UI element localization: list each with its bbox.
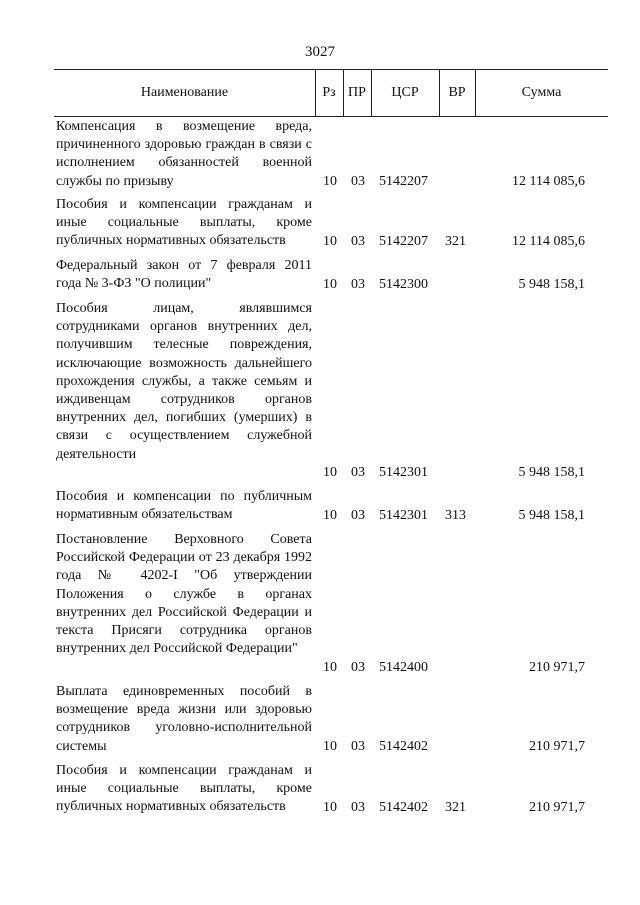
row-sum: 5 948 158,1 — [518, 464, 585, 480]
row-name: Пособия и компенсации гражданам и иные социальные выплаты, кроме публичных нормативных обязательств — [56, 197, 312, 249]
table-row — [54, 683, 608, 756]
row-vr: 321 — [445, 799, 466, 815]
table-row — [54, 300, 608, 482]
table-row — [54, 531, 608, 677]
row-rz: 10 — [323, 659, 337, 675]
row-sum: 210 971,7 — [529, 659, 585, 675]
page-number: 3027 — [305, 44, 335, 60]
header-vr: ВР — [448, 85, 466, 100]
row-name: Федеральный закон от 7 февраля 2011 года № 3-ФЗ "О полиции" — [56, 258, 312, 292]
row-rz: 10 — [323, 738, 337, 754]
row-pr: 03 — [351, 276, 365, 292]
row-csr: 5142402 — [379, 738, 428, 754]
row-pr: 03 — [351, 738, 365, 754]
table-row — [54, 118, 608, 191]
row-name: Компенсация в возмещение вреда, причиненного здоровью граждан в связи с исполнением обязанностей военной службы по призыву — [56, 119, 312, 189]
row-vr: 321 — [445, 233, 466, 249]
row-name: Пособия и компенсации по публичным нормативным обязательствам — [56, 489, 312, 523]
row-sum: 5 948 158,1 — [518, 276, 585, 292]
row-pr: 03 — [351, 799, 365, 815]
header-sum: Сумма — [521, 85, 562, 100]
header-rz: Рз — [322, 85, 336, 100]
row-rz: 10 — [323, 464, 337, 480]
row-pr: 03 — [351, 507, 365, 523]
row-name: Постановление Верховного Совета Российской Федерации от 23 декабря 1992 года № 4202-I "Об утверждении Положения о службе в органах внутренних дел Российской Федерации и текста Присяги сотрудника органов внутренних дел Российской Федерации" — [56, 532, 312, 657]
row-name: Пособия лицам, являвшимся сотрудниками органов внутренних дел, получившим телесные повреждения, исключающие возможность дальнейшего прохождения службы, а также семьям и иждивенцам сотрудников органов внутренних дел, погибших (умерших) в связи с осуществлением служебной деятельности — [56, 301, 312, 462]
table-row — [54, 488, 608, 525]
table-row — [54, 762, 608, 817]
row-sum: 12 114 085,6 — [512, 233, 585, 249]
row-sum: 210 971,7 — [529, 799, 585, 815]
header-pr: ПР — [348, 85, 366, 100]
row-pr: 03 — [351, 233, 365, 249]
row-csr: 5142300 — [379, 276, 428, 292]
row-csr: 5142207 — [379, 233, 428, 249]
row-sum: 210 971,7 — [529, 738, 585, 754]
row-csr: 5142402 — [379, 799, 428, 815]
row-pr: 03 — [351, 659, 365, 675]
row-name: Пособия и компенсации гражданам и иные социальные выплаты, кроме публичных нормативных обязательств — [56, 763, 312, 815]
table-header — [54, 69, 608, 117]
row-rz: 10 — [323, 507, 337, 523]
row-pr: 03 — [351, 173, 365, 189]
row-csr: 5142207 — [379, 173, 428, 189]
row-csr: 5142400 — [379, 659, 428, 675]
row-sum: 5 948 158,1 — [518, 507, 585, 523]
row-name: Выплата единовременных пособий в возмещение вреда жизни или здоровью сотрудников уголовно-исполнительной системы — [56, 684, 312, 754]
row-rz: 10 — [323, 233, 337, 249]
row-pr: 03 — [351, 464, 365, 480]
row-sum: 12 114 085,6 — [512, 173, 585, 189]
row-rz: 10 — [323, 799, 337, 815]
row-vr: 313 — [445, 507, 466, 523]
row-rz: 10 — [323, 173, 337, 189]
header-csr: ЦСР — [391, 85, 419, 100]
table-row — [54, 257, 608, 294]
row-csr: 5142301 — [379, 464, 428, 480]
table-row — [54, 196, 608, 251]
row-csr: 5142301 — [379, 507, 428, 523]
row-rz: 10 — [323, 276, 337, 292]
header-name: Наименование — [140, 85, 229, 100]
